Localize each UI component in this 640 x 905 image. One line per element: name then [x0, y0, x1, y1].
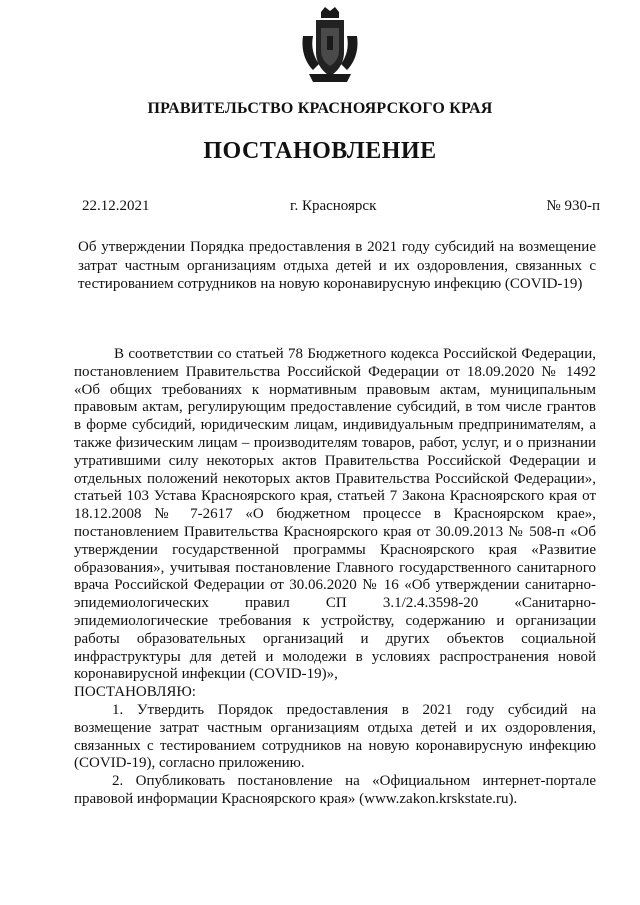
- document-date: 22.12.2021: [82, 198, 150, 214]
- decree-word: ПОСТАНОВЛЯЮ:: [74, 684, 196, 701]
- preamble-paragraph: [74, 346, 596, 702]
- document-city: г. Красноярск: [290, 198, 377, 214]
- item-paragraph-2: 2. Опубликовать постановление на «Официальном интернет-портале правовой информации Красноярского края» (www.zakon.krskstate.ru).: [74, 773, 596, 807]
- document-type-title: ПОСТАНОВЛЕНИЕ: [203, 138, 437, 164]
- preamble-text: В соответствии со статьей 78 Бюджетного кодекса Российской Федерации, постановлением Правительства Российской Федерации от 18.09.2020 № 1492 «Об общих требованиях к нормативным правовым актам, муниципальным правовым актам, регулирующим предоставление субсидий, в том числе грантов в форме субсидий, юридическим лицам, индивидуальным предпринимателям, а также физическим лицам – производителям товаров, работ, услуг, и о признании утратившими силу некоторых актов Правительства Российской Федерации и отдельных положений некоторых актов Правительства Российской Федерации», статьей 103 Устава Красноярского края, статьей 7 Закона Красноярского края от 18.12.2008 № 7-2617 «О бюджетном процессе в Красноярском крае», постановлением Правительства Красноярского края от 30.09.2013 № 508-п «Об утверждении государственной программы Красноярского края «Развитие образования», учитывая постановление Главного государственного санитарного врача Российской Федерации от 30.06.2020 № 16 «Об утверждении санитарно-эпидемиологических правил СП 3.1/2.4.3598-20 «Санитарно-эпидемиологические требования к устройству, содержанию и организации работы образовательных организаций и других объектов социальной инфраструктуры для детей и молодежи в условиях распространения новой коронавирусной инфекции (COVID-19)»,: [74, 346, 596, 683]
- document-subject: Об утверждении Порядка предоставления в 2021 году субсидий на возмещение затрат частным организациям отдыха детей и их оздоровления, связанных с тестированием сотрудников на новую коронавирусную инфекцию (COVID-19): [78, 239, 596, 292]
- document-body: [74, 346, 596, 809]
- item-paragraph-1: 1. Утвердить Порядок предоставления в 2021 году субсидий на возмещение затрат частным организациям отдыха детей и их оздоровления, связанных с тестированием сотрудников на новую коронавирусную инфекцию (COVID-19), согласно приложению.: [74, 701, 596, 772]
- org-title: ПРАВИТЕЛЬСТВО КРАСНОЯРСКОГО КРАЯ: [147, 100, 493, 117]
- document-number: № 930-п: [546, 198, 600, 214]
- coat-of-arms-icon: [299, 6, 361, 86]
